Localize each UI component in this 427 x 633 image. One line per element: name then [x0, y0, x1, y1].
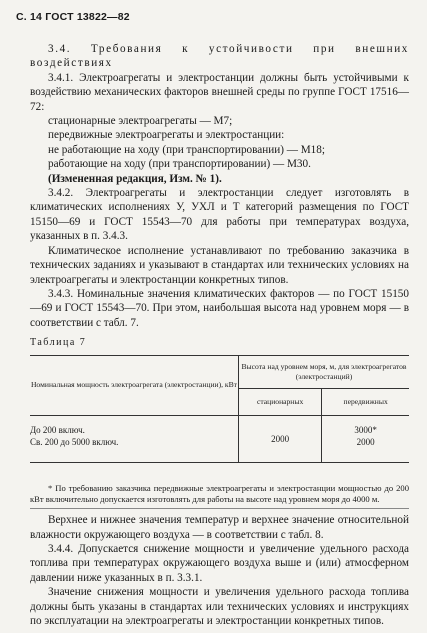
table-header-altitude: Высота над уровнем моря, м, для электроагрегатов (электростанций): [238, 355, 409, 388]
section-3-4-title: 3.4. Требования к устойчивости при внешних воздействиях: [30, 43, 409, 70]
final-paragraph: Значение снижения мощности и увеличения удельного расхода топлива должны быть указаны в стандартах или технических условиях и инструкциях по эксплуатации на электроагрегаты и электростанции конкретных типов.: [30, 586, 409, 627]
altitude-table: [30, 355, 409, 463]
table-footnote: * По требованию заказчика передвижные электроагрегаты и электростанции мощностью до 200 кВт включительно допускается изготовлять для работы на высоте над уровнем моря до 4000 м.: [30, 482, 409, 505]
table-header-stationary: стационарных: [238, 388, 321, 415]
table-cell-mobile: 3000*: [354, 424, 377, 435]
table-header-mobile: передвижных: [322, 388, 409, 415]
list-item-stationary: стационарные электроагрегаты — М7;: [48, 115, 233, 128]
page-header: С. 14 ГОСТ 13822—82: [16, 11, 130, 23]
table-cell-stationary: 2000: [238, 415, 321, 462]
section-3-4-4: 3.4.4. Допускается снижение мощности и увеличение удельного расхода топлива при температурах окружающего воздуха выше и (или) атмосферном давлении ниже указанных в п. 3.3.1.: [30, 542, 409, 584]
list-item-mobile: передвижные электроагрегаты и электростанции:: [48, 129, 285, 142]
document-body: [30, 42, 409, 628]
amendment-note: (Измененная редакция, Изм. № 1).: [48, 172, 222, 185]
climate-paragraph: Климатическое исполнение устанавливают по требованию заказчика в технических заданиях и указывают в стандартах или технических условиях на электроагрегаты и электростанции конкретных типов.: [30, 244, 409, 286]
section-3-4-3: 3.4.3. Номинальные значения климатических факторов — по ГОСТ 15150—69 и ГОСТ 15543—70. При этом, наибольшая высота над уровнем моря — в соответствии с табл. 7.: [30, 287, 409, 329]
table-cell-power: До 200 включ.: [30, 415, 238, 436]
footnote-divider: [30, 508, 409, 509]
table-cell-mobile: 2000: [356, 436, 375, 447]
list-item-not-working: не работающие на ходу (при транспортировании) — М18;: [48, 143, 325, 156]
temperature-paragraph: Верхнее и нижнее значения температур и верхнее значение относительной влажности окружающего воздуха — в соответствии с табл. 8.: [30, 514, 409, 541]
section-3-4-2: 3.4.2. Электроагрегаты и электростанции следует изготовлять в климатических исполнениях У, УХЛ и Т категорий размещения по ГОСТ 15150—69 и ГОСТ 15543—70 для работы при температурах воздуха, указанных в п. 3.4.3.: [30, 187, 409, 243]
table-cell-power: Св. 200 до 5000 включ.: [30, 436, 238, 463]
section-3-4-1: 3.4.1. Электроагрегаты и электростанции должны быть устойчивыми к воздействию механических факторов внешней среды по группе ГОСТ 17516—72:: [30, 71, 409, 113]
table-caption: Таблица 7: [30, 337, 87, 349]
table-header-power: Номинальная мощность электроагрегата (электростанции), кВт: [30, 355, 238, 415]
list-item-working: работающие на ходу (при транспортировании) — М30.: [48, 158, 311, 171]
